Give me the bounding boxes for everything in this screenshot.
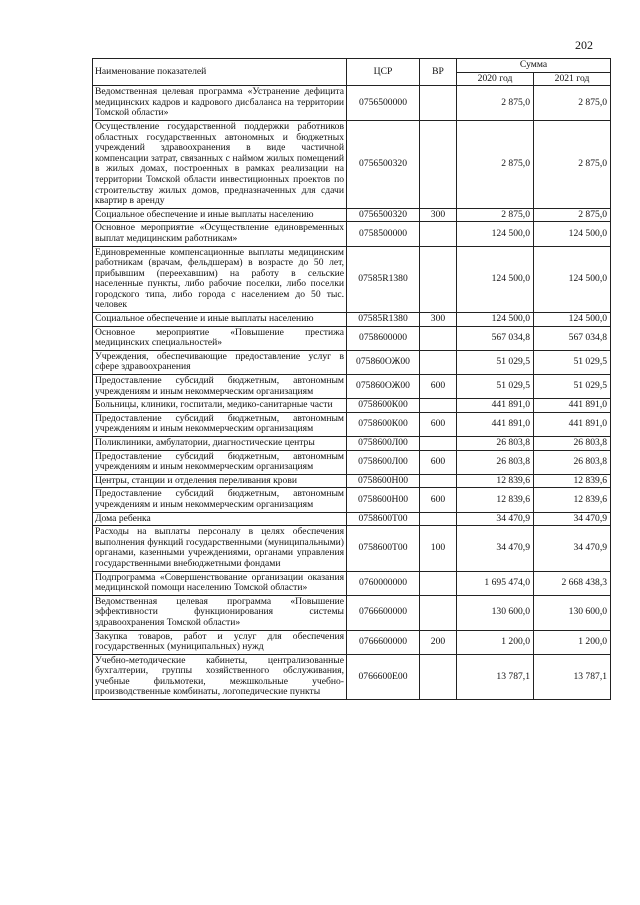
row-value-2021: 124 500,0	[534, 222, 611, 246]
row-vr: 200	[420, 630, 457, 654]
header-name: Наименование показателей	[93, 59, 347, 86]
table-row	[93, 437, 611, 451]
table-row	[93, 86, 611, 121]
table-row	[93, 630, 611, 654]
row-vr	[420, 512, 457, 526]
row-value-2020: 12 839,6	[457, 488, 534, 512]
row-value-2021: 2 875,0	[534, 208, 611, 222]
row-value-2021: 124 500,0	[534, 246, 611, 313]
row-csr: 075860OЖ00	[347, 375, 420, 399]
row-vr: 300	[420, 313, 457, 327]
table-row	[93, 512, 611, 526]
row-name: Основное мероприятие «Осуществление единовременных выплат медицинским работникам»	[93, 222, 347, 246]
row-value-2020: 441 891,0	[457, 399, 534, 413]
row-name: Предоставление субсидий бюджетным, автономным учреждениям и иным некоммерческим организациям	[93, 412, 347, 436]
row-name: Предоставление субсидий бюджетным, автономным учреждениям и иным некоммерческим организациям	[93, 375, 347, 399]
row-name: Больницы, клиники, госпитали, медико-санитарные части	[93, 399, 347, 413]
row-csr: 0758600000	[347, 326, 420, 350]
row-value-2020: 51 029,5	[457, 350, 534, 374]
table-row	[93, 412, 611, 436]
row-csr: 07585R1380	[347, 246, 420, 313]
header-sum: Сумма	[457, 59, 611, 73]
row-value-2020: 124 500,0	[457, 246, 534, 313]
row-name: Поликлиники, амбулатории, диагностические центры	[93, 437, 347, 451]
row-vr	[420, 474, 457, 488]
row-csr: 0758600К00	[347, 412, 420, 436]
row-value-2020: 567 034,8	[457, 326, 534, 350]
row-csr: 0758600Т00	[347, 512, 420, 526]
table-row	[93, 350, 611, 374]
row-name: Осуществление государственной поддержки работников областных государственных автономных и бюджетных учреждений здравоохранения в виде частичной компенсации затрат, связанных с наймом жилых помещений в жилых домах, построенных в рамках реализации на территории Томской области инвестиционных проектов по строительству жилых домов, предназначенных для сдачи квартир в аренду	[93, 120, 347, 208]
row-name: Расходы на выплаты персоналу в целях обеспечения выполнения функций государственными (муниципальными) органами, казенными учреждениями, органами управления государственными внебюджетными фондами	[93, 526, 347, 571]
row-csr: 0756500320	[347, 208, 420, 222]
row-name: Закупка товаров, работ и услуг для обеспечения государственных (муниципальных) нужд	[93, 630, 347, 654]
table-row	[93, 526, 611, 571]
row-csr: 07585R1380	[347, 313, 420, 327]
page-number: 202	[575, 38, 593, 52]
row-value-2021: 441 891,0	[534, 412, 611, 436]
budget-table	[92, 58, 611, 700]
row-name: Учреждения, обеспечивающие предоставление услуг в сфере здравоохранения	[93, 350, 347, 374]
table-row	[93, 488, 611, 512]
row-value-2020: 26 803,8	[457, 437, 534, 451]
row-value-2021: 130 600,0	[534, 595, 611, 630]
row-csr: 0758600Т00	[347, 526, 420, 571]
row-vr: 300	[420, 208, 457, 222]
row-vr	[420, 595, 457, 630]
row-name: Социальное обеспечение и иные выплаты населению	[93, 208, 347, 222]
table-row	[93, 595, 611, 630]
row-name: Ведомственная целевая программа «Повышение эффективности функционирования системы здравоохранения Томской области»	[93, 595, 347, 630]
row-value-2021: 26 803,8	[534, 450, 611, 474]
table-row	[93, 120, 611, 208]
row-name: Дома ребенка	[93, 512, 347, 526]
row-value-2020: 26 803,8	[457, 450, 534, 474]
row-vr	[420, 120, 457, 208]
row-vr: 600	[420, 488, 457, 512]
table-row	[93, 571, 611, 595]
row-value-2021: 12 839,6	[534, 474, 611, 488]
row-csr: 0766600000	[347, 595, 420, 630]
row-name: Учебно-методические кабинеты, централизованные бухгалтерии, группы хозяйственного обслуживания, учебные фильмотеки, межшкольные учебно-производственные комбинаты, логопедические пункты	[93, 654, 347, 699]
row-value-2021: 1 200,0	[534, 630, 611, 654]
row-name: Социальное обеспечение и иные выплаты населению	[93, 313, 347, 327]
row-value-2021: 51 029,5	[534, 350, 611, 374]
row-csr: 0756500000	[347, 86, 420, 121]
row-name: Единовременные компенсационные выплаты медицинским работникам (врачам, фельдшерам) в возрасте до 50 лет, прибывшим (переехавшим) на работу в сельские населенные пункты, либо рабочие поселки, либо поселки городского типа, либо города с населением до 50 тыс. человек	[93, 246, 347, 313]
header-vr: ВР	[420, 59, 457, 86]
row-vr: 100	[420, 526, 457, 571]
table-row	[93, 399, 611, 413]
row-vr: 600	[420, 450, 457, 474]
row-value-2020: 34 470,9	[457, 512, 534, 526]
table-header	[93, 59, 611, 86]
row-value-2021: 13 787,1	[534, 654, 611, 699]
table-row	[93, 450, 611, 474]
row-value-2020: 34 470,9	[457, 526, 534, 571]
row-value-2021: 441 891,0	[534, 399, 611, 413]
row-value-2020: 2 875,0	[457, 208, 534, 222]
row-vr	[420, 246, 457, 313]
row-vr	[420, 399, 457, 413]
row-csr: 0758600К00	[347, 399, 420, 413]
row-value-2020: 1 695 474,0	[457, 571, 534, 595]
row-value-2021: 124 500,0	[534, 313, 611, 327]
row-vr: 600	[420, 375, 457, 399]
row-csr: 0760000000	[347, 571, 420, 595]
row-vr	[420, 654, 457, 699]
row-vr	[420, 222, 457, 246]
row-vr	[420, 350, 457, 374]
row-value-2020: 130 600,0	[457, 595, 534, 630]
row-value-2021: 34 470,9	[534, 512, 611, 526]
row-name: Основное мероприятие «Повышение престижа медицинских специальностей»	[93, 326, 347, 350]
row-value-2021: 567 034,8	[534, 326, 611, 350]
row-csr: 0758600Н00	[347, 474, 420, 488]
row-csr: 0758600Л00	[347, 450, 420, 474]
row-value-2020: 51 029,5	[457, 375, 534, 399]
row-value-2021: 2 875,0	[534, 120, 611, 208]
row-csr: 0766600000	[347, 630, 420, 654]
row-value-2020: 124 500,0	[457, 222, 534, 246]
table-row	[93, 246, 611, 313]
row-name: Предоставление субсидий бюджетным, автономным учреждениям и иным некоммерческим организациям	[93, 488, 347, 512]
table-row	[93, 654, 611, 699]
table-row	[93, 222, 611, 246]
row-value-2021: 34 470,9	[534, 526, 611, 571]
table-row	[93, 313, 611, 327]
row-value-2020: 2 875,0	[457, 86, 534, 121]
table-row	[93, 208, 611, 222]
table-row	[93, 474, 611, 488]
row-vr	[420, 326, 457, 350]
row-name: Подпрограмма «Совершенствование организации оказания медицинской помощи населению Томской области»	[93, 571, 347, 595]
row-vr: 600	[420, 412, 457, 436]
row-value-2020: 13 787,1	[457, 654, 534, 699]
row-vr	[420, 437, 457, 451]
row-value-2020: 1 200,0	[457, 630, 534, 654]
row-vr	[420, 86, 457, 121]
header-csr: ЦСР	[347, 59, 420, 86]
row-csr: 0766600Е00	[347, 654, 420, 699]
row-name: Предоставление субсидий бюджетным, автономным учреждениям и иным некоммерческим организациям	[93, 450, 347, 474]
table-row	[93, 375, 611, 399]
row-name: Ведомственная целевая программа «Устранение дефицита медицинских кадров и кадрового дисбаланса на территории Томской области»	[93, 86, 347, 121]
row-value-2021: 51 029,5	[534, 375, 611, 399]
header-year-2020: 2020 год	[457, 72, 534, 86]
row-value-2021: 2 668 438,3	[534, 571, 611, 595]
row-value-2020: 12 839,6	[457, 474, 534, 488]
row-csr: 0756500320	[347, 120, 420, 208]
row-value-2021: 12 839,6	[534, 488, 611, 512]
row-csr: 0758500000	[347, 222, 420, 246]
row-csr: 075860OЖ00	[347, 350, 420, 374]
header-year-2021: 2021 год	[534, 72, 611, 86]
row-csr: 0758600Н00	[347, 488, 420, 512]
row-value-2020: 441 891,0	[457, 412, 534, 436]
row-csr: 0758600Л00	[347, 437, 420, 451]
row-value-2021: 2 875,0	[534, 86, 611, 121]
row-vr	[420, 571, 457, 595]
row-value-2020: 124 500,0	[457, 313, 534, 327]
table-row	[93, 326, 611, 350]
row-value-2021: 26 803,8	[534, 437, 611, 451]
row-name: Центры, станции и отделения переливания крови	[93, 474, 347, 488]
row-value-2020: 2 875,0	[457, 120, 534, 208]
table-body	[93, 86, 611, 700]
